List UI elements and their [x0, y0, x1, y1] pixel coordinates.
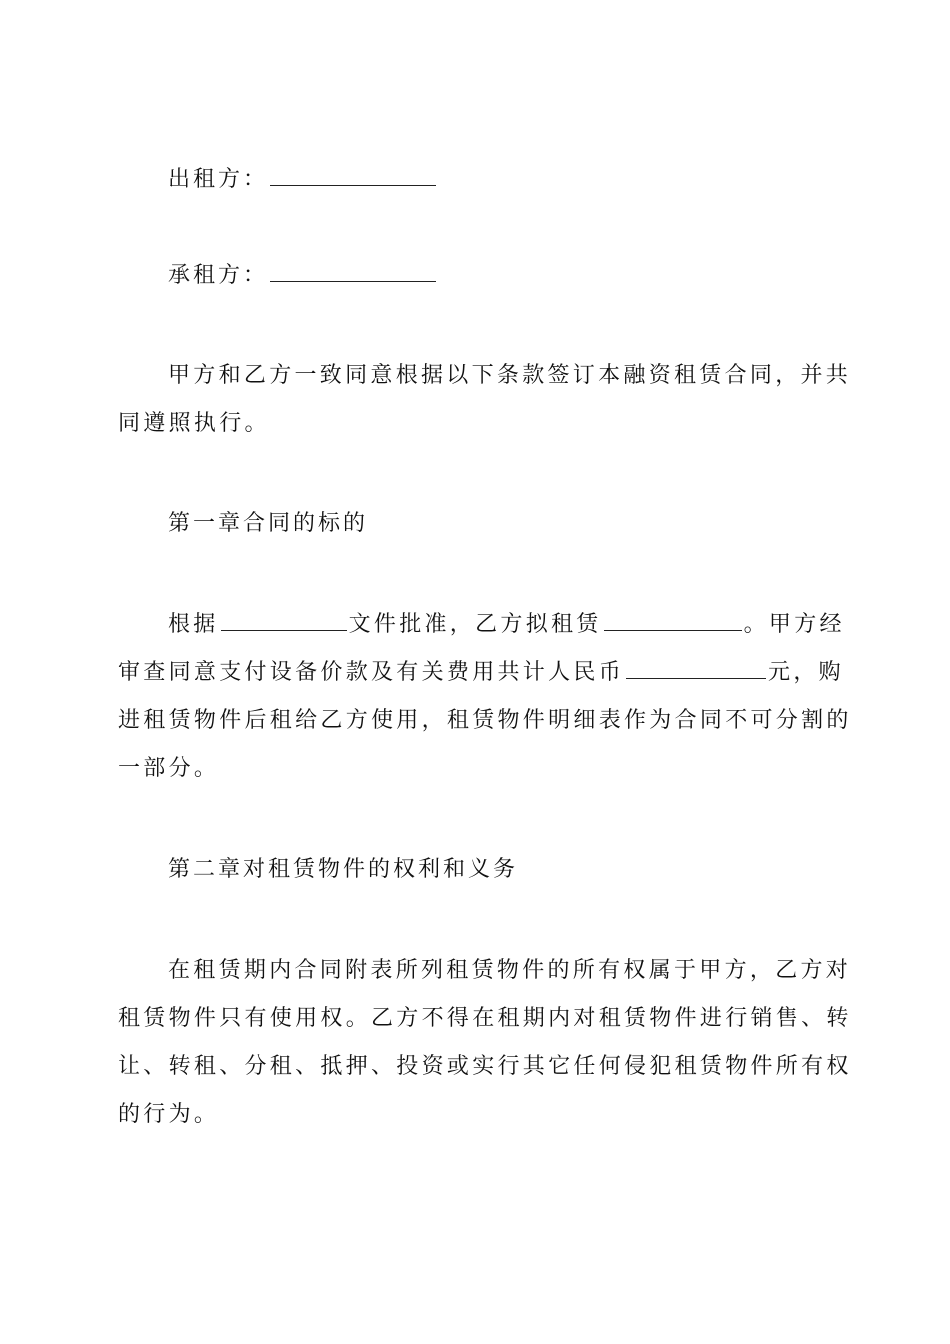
lessee-label: 承租方： — [168, 263, 269, 288]
leased-item-blank — [604, 604, 742, 631]
chapter2-line: 在租赁期内合同附表所列租赁物件的所有权属于甲方，乙方对 — [168, 958, 852, 983]
document-approval-blank — [221, 604, 347, 631]
chapter2-line: 的行为。 — [118, 1102, 220, 1127]
chapter1-text: 。甲方经 — [743, 612, 845, 637]
amount-blank — [626, 652, 766, 679]
lessor-line — [118, 156, 884, 204]
agreement-intro-line: 甲方和乙方一致同意根据以下条款签订本融资租赁合同，并共 — [168, 363, 852, 388]
chapter1-text: 根据 — [168, 612, 219, 637]
lessee-line — [118, 252, 884, 300]
chapter1-line — [118, 601, 845, 649]
chapter1-line: 一部分。 — [118, 756, 220, 781]
chapter2-paragraph — [118, 947, 852, 1139]
chapter1-line — [118, 649, 844, 697]
lessor-blank — [270, 159, 436, 186]
chapter2-line: 租赁物件只有使用权。乙方不得在租期内对租赁物件进行销售、转 — [118, 1006, 852, 1031]
agreement-intro-line: 同遵照执行。 — [118, 411, 270, 436]
chapter1-line: 进租赁物件后租给乙方使用，租赁物件明细表作为合同不可分割的 — [118, 708, 852, 733]
chapter1-text: 元，购 — [768, 660, 844, 685]
chapter1-paragraph — [118, 601, 852, 793]
agreement-intro-paragraph — [118, 352, 852, 448]
lessee-blank — [270, 255, 436, 282]
chapter1-text: 审查同意支付设备价款及有关费用共计人民币 — [118, 660, 625, 685]
chapter2-title: 第二章对租赁物件的权利和义务 — [168, 857, 519, 882]
chapter1-title: 第一章合同的标的 — [168, 511, 369, 536]
chapter1-text: 文件批准，乙方拟租赁 — [348, 612, 602, 637]
lessor-label: 出租方： — [168, 167, 269, 192]
chapter2-line: 让、转租、分租、抵押、投资或实行其它任何侵犯租赁物件所有权 — [118, 1054, 852, 1079]
